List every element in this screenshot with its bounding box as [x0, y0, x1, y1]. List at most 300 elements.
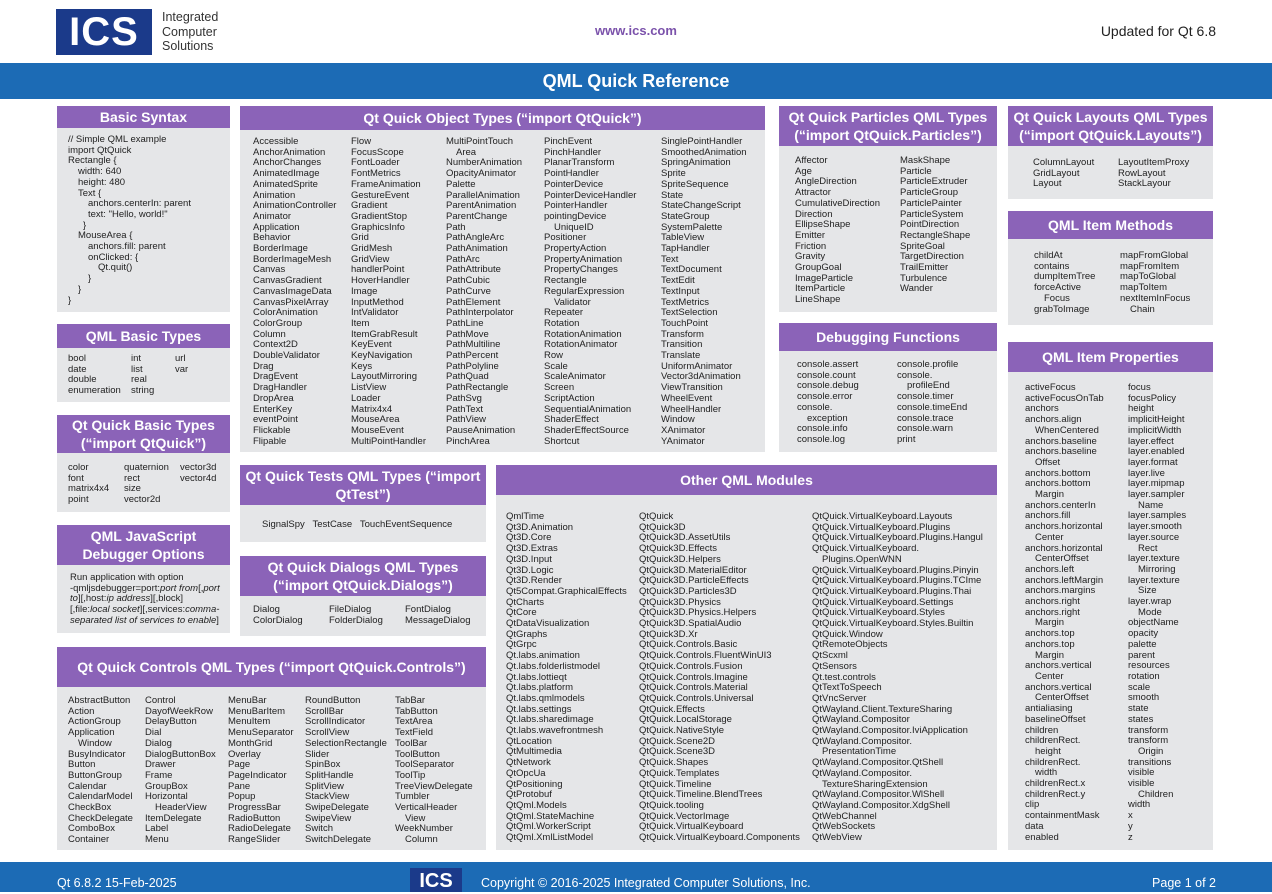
- list-item: TextMetrics: [661, 296, 710, 308]
- list-item: TabButton: [395, 705, 438, 717]
- list-item: QtQuick.VirtualKeyboard.Plugins.TCIme: [812, 575, 982, 587]
- list-item: layer.smooth: [1128, 521, 1182, 533]
- list-item: console.error: [797, 391, 853, 403]
- list-column: [446, 137, 522, 447]
- list-item: handlerPoint: [351, 264, 405, 276]
- list-item: int: [131, 353, 142, 364]
- list-item: Turbulence: [900, 272, 948, 284]
- controls-header: Qt Quick Controls QML Types (“import QtQuick.Controls”): [57, 647, 486, 687]
- list-item: QtCharts: [506, 596, 545, 608]
- list-item: anchors.align: [1025, 414, 1082, 426]
- list-item: Drag: [253, 360, 274, 372]
- list-item: anchors.right: [1025, 596, 1080, 608]
- list-item: Menu: [145, 834, 169, 846]
- list-item: layer.wrap: [1128, 596, 1172, 608]
- code-block: [68, 135, 191, 306]
- list-item: Wander: [900, 283, 933, 295]
- list-column: [1025, 383, 1104, 843]
- list-item: SpinBox: [305, 759, 341, 771]
- list-item: ColumnLayout: [1033, 157, 1095, 168]
- list-item: Accessible: [253, 136, 299, 147]
- list-item: PathQuad: [446, 371, 489, 383]
- list-column: [812, 512, 983, 844]
- list-item: Loader: [351, 392, 381, 404]
- list-item: transform: [1128, 735, 1169, 747]
- copyright: Copyright © 2016-2025 Integrated Computer Solutions, Inc.: [481, 876, 811, 890]
- list-item: palette: [1128, 638, 1157, 650]
- list-item: Scale: [544, 360, 568, 372]
- list-item: MouseEvent: [351, 424, 404, 436]
- list-column: [1034, 251, 1095, 315]
- list-item: QtQuick.LocalStorage: [639, 714, 732, 726]
- list-item: QtQuick3D.Physics: [639, 596, 721, 608]
- list-item: anchors.right: [1025, 606, 1080, 618]
- list-item: anchors.top: [1025, 638, 1075, 650]
- list-item: childAt: [1034, 250, 1063, 261]
- text: port to: [70, 582, 220, 605]
- list-item: CheckDelegate: [68, 812, 133, 824]
- list-item: MenuBar: [228, 695, 267, 706]
- list-item: eventPoint: [253, 414, 298, 426]
- list-item: Animator: [253, 210, 292, 222]
- list-item: Path: [446, 221, 466, 233]
- list-item: mapToItem: [1120, 282, 1167, 294]
- list-item: QtQuick.VirtualKeyboard.Plugins.Thai: [812, 585, 972, 597]
- list-item: Attractor: [795, 187, 831, 199]
- list-item: QtRemoteObjects: [812, 639, 888, 651]
- list-item: Origin: [1138, 745, 1164, 757]
- list-item: console.profile: [897, 359, 959, 370]
- list-item: QtGrpc: [506, 639, 537, 651]
- list-item: bool: [68, 353, 86, 364]
- list-item: pointingDevice: [544, 210, 607, 222]
- list-column: [68, 463, 109, 506]
- list-item: BorderImage: [253, 243, 308, 255]
- basic-types-header: QML Basic Types: [57, 324, 230, 348]
- list-item: FontDialog: [405, 604, 451, 615]
- company-line: Solutions: [162, 39, 214, 53]
- company-line: Integrated: [162, 10, 219, 24]
- list-item: StackView: [305, 791, 350, 803]
- list-column: [1120, 251, 1190, 315]
- list-item: QtQuick.Templates: [639, 767, 720, 779]
- text: comma-separated list of services to enable: [70, 604, 220, 626]
- list-item: GroupGoal: [795, 262, 842, 274]
- list-item: DragEvent: [253, 371, 298, 383]
- list-item: QtQuick.VirtualKeyboard.Styles.Builtin: [812, 618, 974, 630]
- list-item: QtQuick.VirtualKeyboard.Styles: [812, 607, 945, 619]
- list-item: PinchEvent: [544, 136, 593, 147]
- list-item: PathAnimation: [446, 243, 508, 255]
- list-item: PathArc: [446, 253, 480, 265]
- list-item: SelectionRectangle: [305, 737, 387, 749]
- list-column: [305, 696, 387, 846]
- list-item: WheelHandler: [661, 403, 722, 415]
- code-line: MouseArea {: [78, 230, 133, 242]
- layouts-body: [1008, 146, 1213, 199]
- list-item: QtWayland.Client.TextureSharing: [812, 703, 953, 715]
- list-item: state: [1128, 703, 1149, 715]
- list-item: PathCurve: [446, 285, 491, 297]
- list-item: Keys: [351, 360, 373, 372]
- list-item: Rotation: [544, 317, 580, 329]
- list-item: Flow: [351, 136, 372, 147]
- list-item: Rectangle: [544, 275, 587, 287]
- page-title: QML Quick Reference: [0, 63, 1272, 99]
- list-item: AnimatedSprite: [253, 178, 318, 190]
- list-item: SinglePointHandler: [661, 136, 743, 147]
- list-item: TextField: [395, 727, 434, 739]
- list-item: MonthGrid: [228, 737, 273, 749]
- list-item: TextInput: [661, 285, 700, 297]
- list-column: [145, 696, 216, 846]
- list-item: Emitter: [795, 229, 826, 241]
- list-item: console.timer: [897, 391, 954, 403]
- list-item: Area: [456, 146, 477, 158]
- list-item: AbstractButton: [68, 695, 131, 706]
- module-columns: [496, 512, 997, 850]
- list-column: [795, 156, 880, 306]
- list-item: QtNetwork: [506, 757, 551, 769]
- list-item: ItemParticle: [795, 283, 846, 295]
- list-item: PathSvg: [446, 392, 482, 404]
- type-columns: [1008, 158, 1213, 199]
- list-item: ScriptAction: [544, 392, 595, 404]
- list-item: QtQuick.VirtualKeyboard.: [812, 543, 920, 555]
- list-item: Gradient: [351, 200, 388, 212]
- list-item: SequentialAnimation: [544, 403, 632, 415]
- code-line: Text {: [78, 187, 102, 199]
- list-item: enumeration: [68, 385, 121, 397]
- list-column: [900, 156, 970, 295]
- list-column: [68, 696, 133, 846]
- list-item: activeFocusOnTab: [1025, 392, 1104, 404]
- list-item: QtQuick3D.Helpers: [639, 553, 721, 565]
- list-item: clip: [1025, 799, 1040, 811]
- list-item: QtQuick.Timeline.BlendTrees: [639, 789, 763, 801]
- list-item: QtQuick.Window: [812, 628, 883, 640]
- list-item: ToolBar: [395, 737, 428, 749]
- list-item: Context2D: [253, 339, 298, 351]
- list-item: GridView: [351, 253, 390, 265]
- list-item: LayoutMirroring: [351, 371, 417, 383]
- list-item: PathInterpolator: [446, 307, 514, 319]
- list-item: anchors.bottom: [1025, 467, 1091, 479]
- list-item: ImageParticle: [795, 272, 854, 284]
- list-column: [395, 696, 473, 846]
- list-item: QtWayland.Compositor.QtShell: [812, 757, 944, 769]
- list-item: QtScxml: [812, 650, 848, 662]
- list-item: BorderImageMesh: [253, 253, 332, 265]
- list-item: QtQuick.Scene3D: [639, 746, 716, 758]
- function-columns: [779, 360, 997, 452]
- list-item: Behavior: [253, 232, 291, 244]
- list-item: MenuBarItem: [228, 705, 286, 717]
- list-item: list: [131, 363, 143, 375]
- list-item: QtSensors: [812, 660, 857, 672]
- list-item: Direction: [795, 208, 833, 220]
- basic-syntax-header: Basic Syntax: [57, 106, 230, 128]
- list-item: ColorAnimation: [253, 307, 318, 319]
- list-item: Page: [228, 759, 251, 771]
- list-item: children: [1025, 724, 1059, 736]
- list-item: Age: [795, 165, 812, 177]
- list-item: PathPercent: [446, 350, 499, 362]
- particles-header: Qt Quick Particles QML Types (“import QtQuick.Particles”): [779, 106, 997, 146]
- item-properties-body: [1008, 372, 1213, 850]
- list-item: ParentAnimation: [446, 200, 517, 212]
- list-item: QtQuick.tooling: [639, 799, 704, 811]
- list-item: visible: [1128, 767, 1155, 779]
- item-properties-header: QML Item Properties: [1008, 342, 1213, 372]
- list-item: QtQuick3D.MaterialEditor: [639, 564, 747, 576]
- list-column: [797, 360, 859, 446]
- list-item: Application: [68, 727, 115, 739]
- list-item: Animation: [253, 189, 296, 201]
- list-item: console.warn: [897, 423, 953, 435]
- list-item: Qt5Compat.GraphicalEffects: [506, 585, 627, 597]
- list-item: PathCubic: [446, 275, 490, 287]
- list-item: PauseAnimation: [446, 424, 516, 436]
- list-item: QtQuick.Shapes: [639, 757, 709, 769]
- list-item: GradientStop: [351, 210, 407, 222]
- list-item: implicitWidth: [1128, 424, 1182, 436]
- list-item: AnchorChanges: [253, 157, 322, 169]
- debugging-header: Debugging Functions: [779, 323, 997, 351]
- list-item: QtMultimedia: [506, 746, 562, 758]
- list-item: RowLayout: [1118, 167, 1166, 179]
- list-item: HeaderView: [155, 802, 207, 814]
- list-item: RadioButton: [228, 812, 281, 824]
- list-item: vector3d: [180, 462, 217, 473]
- list-item: console.trace: [897, 412, 954, 424]
- method-columns: [1008, 251, 1213, 325]
- list-item: ToolTip: [395, 769, 426, 781]
- text: ][,block][,file:: [70, 593, 184, 616]
- list-item: QtQuick.VectorImage: [639, 810, 730, 822]
- list-item: QtDataVisualization: [506, 618, 590, 630]
- list-item: QtQuick.VirtualKeyboard.Plugins.Hangul: [812, 532, 983, 544]
- list-item: QtQuick.NativeStyle: [639, 725, 724, 737]
- list-item: ParticleSystem: [900, 208, 964, 220]
- list-item: FileDialog: [329, 604, 372, 615]
- list-item: QtVncServer: [812, 692, 867, 704]
- list-item: Center: [1035, 531, 1064, 543]
- js-debugger-body: [57, 565, 230, 633]
- list-item: ParentChange: [446, 210, 508, 222]
- list-item: activeFocus: [1025, 382, 1076, 393]
- list-item: Chain: [1130, 303, 1155, 315]
- list-item: childrenRect.: [1025, 735, 1081, 747]
- list-item: grabToImage: [1034, 303, 1090, 315]
- list-item: parent: [1128, 649, 1155, 661]
- list-item: z: [1128, 831, 1133, 843]
- page-number: Page 1 of 2: [1152, 876, 1216, 890]
- list-item: SplitView: [305, 780, 344, 792]
- list-item: QtWebView: [812, 832, 862, 844]
- list-column: [405, 605, 470, 626]
- list-column: [661, 137, 747, 447]
- list-item: TableView: [661, 232, 705, 244]
- list-item: anchors.vertical: [1025, 681, 1092, 693]
- list-item: anchors.baseline: [1025, 446, 1097, 458]
- code-line: import QtQuick: [68, 144, 132, 156]
- list-item: SwipeView: [305, 812, 352, 824]
- list-column: [253, 605, 303, 626]
- text: local socket: [90, 604, 140, 616]
- list-item: TextDocument: [661, 264, 722, 276]
- list-item: PathMove: [446, 328, 489, 340]
- list-column: [1033, 158, 1094, 190]
- list-item: Image: [351, 285, 378, 297]
- list-item: QtWayland.Compositor.IviApplication: [812, 725, 968, 737]
- tests-body: [240, 505, 486, 542]
- list-item: size: [124, 483, 141, 495]
- list-item: QtQuick3D.AssetUtils: [639, 532, 731, 544]
- list-item: PathElement: [446, 296, 501, 308]
- list-item: MenuSeparator: [228, 727, 294, 739]
- list-item: Horizontal: [145, 791, 188, 803]
- list-item: PropertyAction: [544, 243, 607, 255]
- list-item: ActionGroup: [68, 716, 121, 728]
- list-item: CanvasGradient: [253, 275, 322, 287]
- list-item: TextEdit: [661, 275, 695, 287]
- list-item: console.: [897, 369, 933, 381]
- list-item: scale: [1128, 681, 1151, 693]
- list-item: AngleDirection: [795, 176, 857, 188]
- website-url[interactable]: www.ics.com: [595, 23, 677, 38]
- list-item: QtQuick3D.Physics.Helpers: [639, 607, 757, 619]
- list-item: Item: [351, 317, 370, 329]
- list-item: anchors.fill: [1025, 510, 1071, 522]
- list-item: Validator: [554, 296, 591, 308]
- list-item: x: [1128, 810, 1133, 822]
- list-item: ToolSeparator: [395, 759, 455, 771]
- list-item: point: [68, 494, 89, 506]
- list-item: anchors.bottom: [1025, 478, 1091, 490]
- list-item: PointHandler: [544, 168, 599, 180]
- list-item: Container: [68, 834, 110, 846]
- list-column: [253, 137, 336, 447]
- code-line: text: "Hello, world!": [88, 208, 168, 220]
- list-item: date: [68, 363, 87, 375]
- list-item: ItemDelegate: [145, 812, 202, 824]
- list-item: layer.enabled: [1128, 446, 1185, 458]
- list-column: [68, 354, 121, 397]
- list-item: Palette: [446, 178, 476, 190]
- list-item: Slider: [305, 748, 330, 760]
- list-item: QtQuick.Effects: [639, 703, 705, 715]
- list-item: vector2d: [124, 494, 161, 506]
- list-item: PropertyAnimation: [544, 253, 623, 265]
- list-item: QtQml.XmlListModel: [506, 832, 594, 844]
- list-item: AnchorAnimation: [253, 146, 326, 158]
- list-item: Affector: [795, 155, 828, 166]
- list-item: Overlay: [228, 748, 261, 760]
- list-item: StateChangeScript: [661, 200, 741, 212]
- dialogs-header: Qt Quick Dialogs QML Types (“import QtQuick.Dialogs”): [240, 556, 486, 596]
- list-item: TouchPoint: [661, 317, 709, 329]
- particles-body: [779, 146, 997, 312]
- list-item: QtQuick3D.Xr: [639, 628, 698, 640]
- list-item: QtQuick.Controls.Fusion: [639, 660, 743, 672]
- list-item: Rect: [1138, 542, 1158, 554]
- list-item: EllipseShape: [795, 219, 851, 231]
- list-item: PageIndicator: [228, 769, 287, 781]
- controls-body: [57, 687, 486, 850]
- list-item: width: [1128, 799, 1151, 811]
- list-item: ColorDialog: [253, 614, 303, 626]
- list-item: string: [131, 385, 155, 397]
- list-item: Switch: [305, 823, 333, 835]
- list-item: Qt.test.controls: [812, 671, 876, 683]
- list-item: AnimatedImage: [253, 168, 320, 180]
- list-item: antialiasing: [1025, 703, 1073, 715]
- list-item: PathText: [446, 403, 483, 415]
- list-item: ProgressBar: [228, 802, 281, 814]
- text: Run application with option: [70, 572, 184, 583]
- list-item: MultiPointTouch: [446, 136, 514, 147]
- list-item: MessageDialog: [405, 614, 471, 626]
- list-item: PathLine: [446, 317, 484, 329]
- list-item: LineShape: [795, 294, 841, 306]
- list-item: console.info: [797, 423, 848, 435]
- list-item: QtQuick.Controls.Imagine: [639, 671, 748, 683]
- list-item: smooth: [1128, 692, 1160, 704]
- list-item: height: [1128, 403, 1154, 415]
- list-item: childrenRect.x: [1025, 778, 1086, 790]
- list-item: Margin: [1035, 489, 1065, 501]
- list-column: [175, 354, 188, 375]
- list-item: CheckBox: [68, 802, 112, 814]
- list-item: states: [1128, 713, 1154, 725]
- list-column: [639, 512, 800, 844]
- list-item: GridLayout: [1033, 167, 1080, 179]
- list-item: QtProtobuf: [506, 789, 552, 801]
- list-item: Qt.labs.animation: [506, 650, 580, 662]
- list-item: rotation: [1128, 670, 1160, 682]
- type-columns: [240, 605, 486, 636]
- property-columns: [1008, 383, 1213, 850]
- list-item: dumpItemTree: [1034, 271, 1096, 283]
- list-item: nextItemInFocus: [1120, 292, 1191, 304]
- list-item: QtQuick.Controls.FluentWinUI3: [639, 650, 772, 662]
- list-item: SpriteSequence: [661, 178, 729, 190]
- list-item: Vector3dAnimation: [661, 371, 741, 383]
- text: -qmljsdebugger=port:: [70, 582, 161, 594]
- list-item: CenterOffset: [1035, 553, 1089, 565]
- list-item: ShaderEffectSource: [544, 424, 629, 436]
- list-item: childrenRect.y: [1025, 788, 1086, 800]
- list-item: StateGroup: [661, 210, 710, 222]
- list-item: DialogButtonBox: [145, 748, 216, 760]
- list-item: y: [1128, 820, 1133, 832]
- list-item: MultiPointHandler: [351, 435, 426, 447]
- list-column: [897, 360, 967, 446]
- list-item: Pane: [228, 780, 251, 792]
- list-item: baselineOffset: [1025, 713, 1086, 725]
- list-item: RegularExpression: [544, 285, 625, 297]
- list-item: transform: [1128, 724, 1169, 736]
- list-item: childrenRect.: [1025, 756, 1081, 768]
- code-line: anchors.centerIn: parent: [88, 198, 191, 210]
- list-item: PointerHandler: [544, 200, 608, 212]
- list-item: ScrollView: [305, 727, 350, 739]
- list-item: SplitHandle: [305, 769, 354, 781]
- debugging-body: [779, 351, 997, 452]
- list-item: mapToGlobal: [1120, 271, 1176, 283]
- list-item: font: [68, 472, 84, 484]
